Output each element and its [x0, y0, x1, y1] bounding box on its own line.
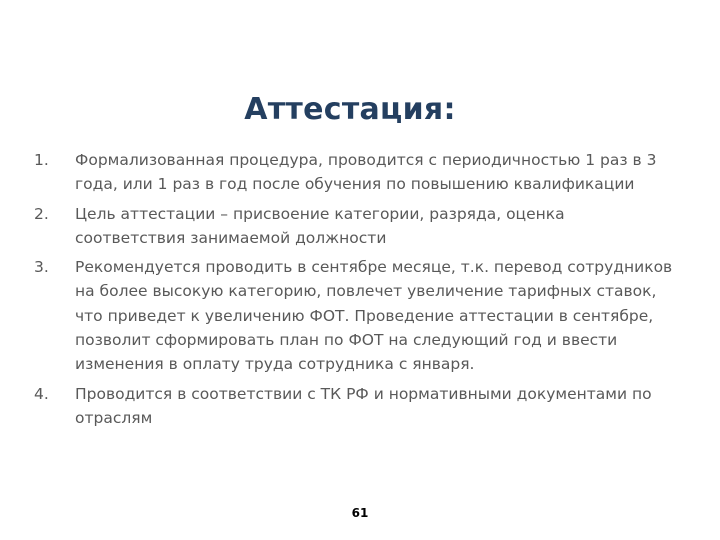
- list-item-text: Проводится в соответствии с ТК РФ и нормативными документами по отраслям: [75, 384, 652, 427]
- list-item-number: 3.: [34, 258, 49, 277]
- list-item-number: 4.: [34, 384, 49, 403]
- list-item: [34, 255, 674, 376]
- list-item-number: 2.: [34, 204, 49, 223]
- page-number: 61: [351, 506, 369, 520]
- list-item-text: Рекомендуется проводить в сентябре месяце, т.к. перевод сотрудников на более высокую категорию, повлечет увеличение тарифных ставок, что приведет к увеличению ФОТ. Проведение аттестации в сентябре, позволит сформировать план по ФОТ на следующий год и ввести изменения в оплату труда сотрудника с января.: [75, 258, 673, 374]
- list-item-text: Цель аттестации – присвоение категории, разряда, оценка соответствия занимаемой должности: [75, 204, 565, 247]
- list-item: [34, 148, 674, 197]
- slide-title: Аттестация:: [244, 92, 456, 127]
- attestation-list: [34, 148, 674, 435]
- list-item: [34, 202, 674, 251]
- list-item-text: Формализованная процедура, проводится с периодичностью 1 раз в 3 года, или 1 раз в год после обучения по повышению квалификации: [75, 151, 657, 194]
- list-item-number: 1.: [34, 151, 49, 169]
- list-item: [34, 382, 674, 431]
